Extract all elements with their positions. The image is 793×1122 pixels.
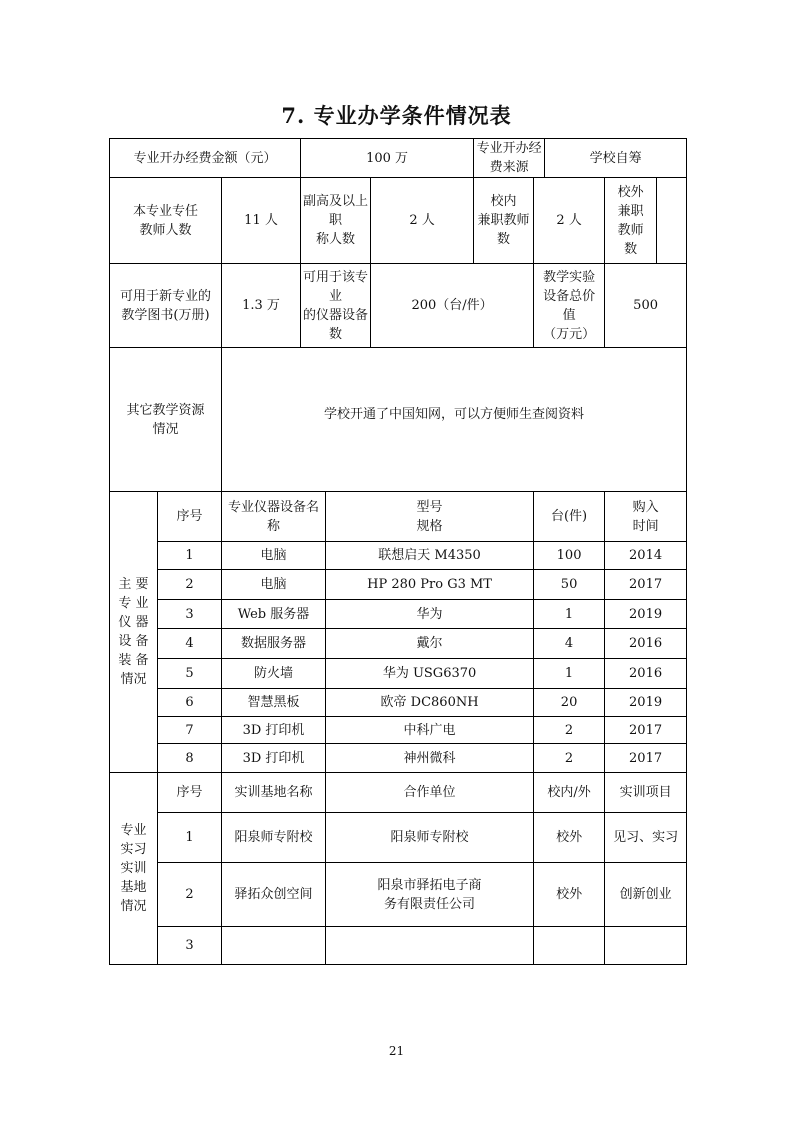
equipment-date: 2016 — [605, 659, 687, 689]
conditions-table — [109, 138, 687, 965]
equipment-header-model: 型号 规格 — [326, 492, 534, 542]
equipment-header-name: 专业仪器设备名称 — [222, 492, 326, 542]
table-row — [110, 689, 687, 717]
equipment-model: 华为 USG6370 — [326, 659, 534, 689]
equipment-name: 电脑 — [222, 542, 326, 570]
equipment-model: 中科广电 — [326, 717, 534, 744]
training-base-name: 驿拓众创空间 — [222, 863, 326, 927]
training-project: 见习、实习 — [605, 813, 687, 863]
table-row — [110, 659, 687, 689]
equipment-date: 2017 — [605, 570, 687, 600]
funding-value: 100 万 — [301, 139, 474, 178]
equipment-total-value: 500 — [605, 264, 687, 348]
equipment-no: 7 — [158, 717, 222, 744]
equipment-header-no: 序号 — [158, 492, 222, 542]
training-header-partner: 合作单位 — [326, 773, 534, 813]
equipment-date: 2017 — [605, 744, 687, 773]
page-number: 21 — [388, 1044, 405, 1058]
equipment-no: 2 — [158, 570, 222, 600]
equipment-name: 3D 打印机 — [222, 717, 326, 744]
training-no: 3 — [158, 927, 222, 965]
page-title: 7. 专业办学条件情况表 — [281, 103, 512, 128]
training-no: 1 — [158, 813, 222, 863]
training-header-no: 序号 — [158, 773, 222, 813]
table-row — [110, 600, 687, 629]
equipment-qty: 50 — [534, 570, 605, 600]
senior-title-label: 副高及以上职 称人数 — [301, 178, 371, 264]
teachers-row — [110, 178, 687, 264]
equipment-qty: 2 — [534, 744, 605, 773]
equipment-no: 5 — [158, 659, 222, 689]
training-partner: 阳泉师专附校 — [326, 813, 534, 863]
equipment-name: 3D 打印机 — [222, 744, 326, 773]
other-resources-value: 学校开通了中国知网，可以方便师生查阅资料 — [222, 348, 687, 492]
devices-value: 200（台/件） — [371, 264, 534, 348]
equipment-no: 6 — [158, 689, 222, 717]
equipment-model: HP 280 Pro G3 MT — [326, 570, 534, 600]
equipment-model: 欧帝 DC860NH — [326, 689, 534, 717]
inschool-parttime-label: 校内 兼职教师 数 — [474, 178, 534, 264]
outschool-parttime-value — [657, 178, 687, 264]
training-location: 校外 — [534, 813, 605, 863]
resources-row — [110, 264, 687, 348]
table-row — [110, 629, 687, 659]
equipment-name: 数据服务器 — [222, 629, 326, 659]
training-base-name: 阳泉师专附校 — [222, 813, 326, 863]
other-resources-label: 其它教学资源 情况 — [110, 348, 222, 492]
equipment-qty: 1 — [534, 600, 605, 629]
equipment-section-label: 主 要 专 业 仪 器 设 备 装 备 情况 — [110, 492, 158, 773]
books-value: 1.3 万 — [222, 264, 301, 348]
equipment-no: 4 — [158, 629, 222, 659]
training-no: 2 — [158, 863, 222, 927]
equipment-name: 智慧黑板 — [222, 689, 326, 717]
training-partner — [326, 927, 534, 965]
source-label: 专业开办经费来源 — [474, 139, 545, 178]
training-base-name — [222, 927, 326, 965]
equipment-header-date: 购入 时间 — [605, 492, 687, 542]
training-header-project: 实训项目 — [605, 773, 687, 813]
training-project: 创新创业 — [605, 863, 687, 927]
fulltime-teachers-value: 11 人 — [222, 178, 301, 264]
equipment-model: 神州微科 — [326, 744, 534, 773]
equipment-date: 2019 — [605, 600, 687, 629]
equipment-header-qty: 台(件) — [534, 492, 605, 542]
equipment-qty: 100 — [534, 542, 605, 570]
equipment-name: 防火墙 — [222, 659, 326, 689]
training-location — [534, 927, 605, 965]
source-value: 学校自筹 — [545, 139, 687, 178]
table-row — [110, 744, 687, 773]
books-label: 可用于新专业的 教学图书(万册) — [110, 264, 222, 348]
equipment-qty: 1 — [534, 659, 605, 689]
training-project — [605, 927, 687, 965]
table-row — [110, 927, 687, 965]
equipment-model: 联想启天 M4350 — [326, 542, 534, 570]
table-row — [110, 813, 687, 863]
funding-row — [110, 139, 687, 178]
table-row — [110, 570, 687, 600]
equipment-total-label: 教学实验 设备总价 值 （万元） — [534, 264, 605, 348]
senior-title-value: 2 人 — [371, 178, 474, 264]
equipment-qty: 20 — [534, 689, 605, 717]
equipment-header-row — [110, 492, 687, 542]
equipment-date: 2016 — [605, 629, 687, 659]
table-row — [110, 863, 687, 927]
equipment-no: 3 — [158, 600, 222, 629]
equipment-name: Web 服务器 — [222, 600, 326, 629]
training-partner: 阳泉市驿拓电子商 务有限责任公司 — [326, 863, 534, 927]
other-resources-row — [110, 348, 687, 492]
equipment-no: 8 — [158, 744, 222, 773]
equipment-model: 戴尔 — [326, 629, 534, 659]
funding-label: 专业开办经费金额（元） — [110, 139, 301, 178]
devices-label: 可用于该专业 的仪器设备数 — [301, 264, 371, 348]
training-header-location: 校内/外 — [534, 773, 605, 813]
equipment-qty: 4 — [534, 629, 605, 659]
outschool-parttime-label: 校外 兼职 教师 数 — [605, 178, 657, 264]
equipment-qty: 2 — [534, 717, 605, 744]
table-row — [110, 542, 687, 570]
equipment-name: 电脑 — [222, 570, 326, 600]
equipment-date: 2017 — [605, 717, 687, 744]
inschool-parttime-value: 2 人 — [534, 178, 605, 264]
table-row — [110, 717, 687, 744]
fulltime-teachers-label: 本专业专任 教师人数 — [110, 178, 222, 264]
training-header-base: 实训基地名称 — [222, 773, 326, 813]
equipment-date: 2014 — [605, 542, 687, 570]
training-section-label: 专业 实习 实训 基地 情况 — [110, 773, 158, 965]
equipment-model: 华为 — [326, 600, 534, 629]
equipment-no: 1 — [158, 542, 222, 570]
equipment-date: 2019 — [605, 689, 687, 717]
training-location: 校外 — [534, 863, 605, 927]
training-header-row — [110, 773, 687, 813]
